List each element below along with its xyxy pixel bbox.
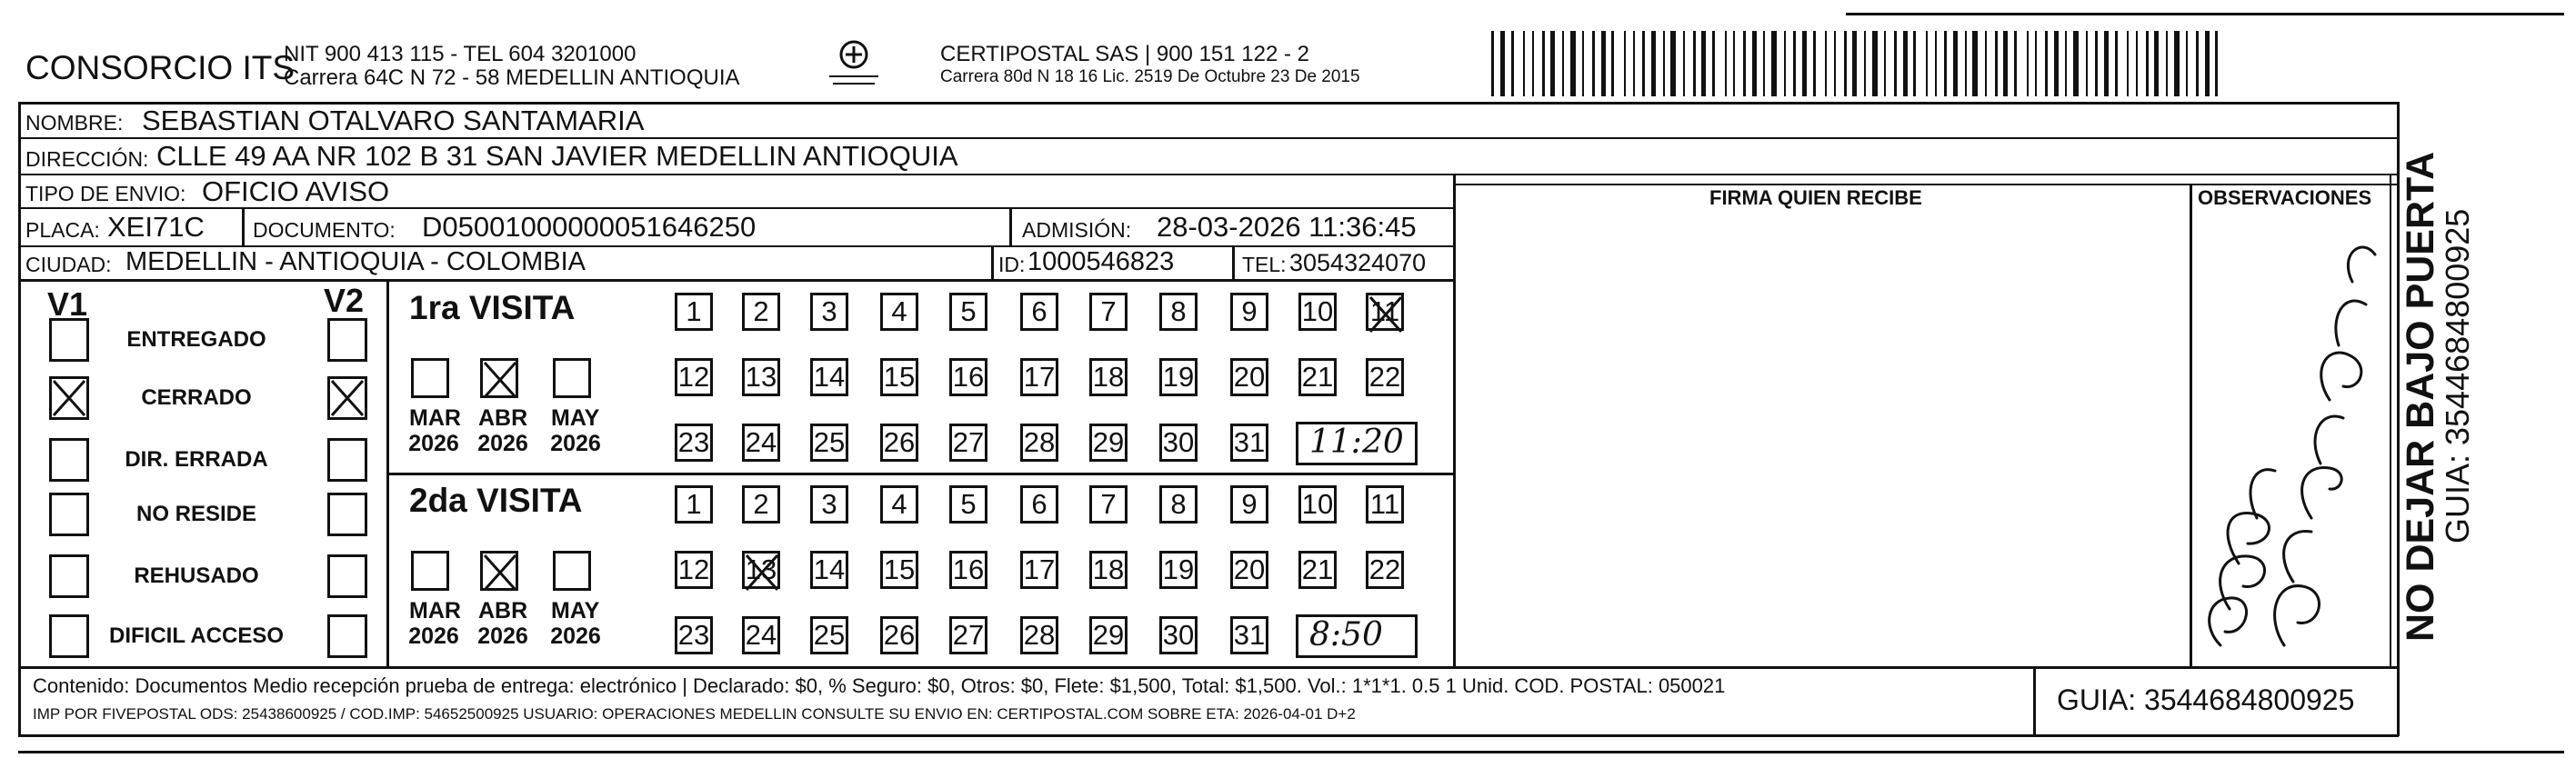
- admision-label: ADMISIÓN:: [1022, 218, 1132, 242]
- no-dejar-bajo-puerta: NO DEJAR BAJO PUERTA: [2399, 151, 2442, 642]
- year-label: 2026: [550, 623, 601, 649]
- company-nit: NIT 900 413 115 - TEL 604 3201000: [284, 42, 636, 66]
- v1-header: V1: [47, 285, 88, 323]
- day-box[interactable]: 30: [1159, 424, 1198, 462]
- day-box[interactable]: 29: [1089, 616, 1128, 654]
- tel-label: TEL:: [1242, 253, 1287, 276]
- ciudad-label: CIUDAD:: [25, 253, 112, 276]
- day-box[interactable]: 10: [1298, 293, 1337, 331]
- tel-value: 3054324070: [1289, 249, 1427, 276]
- nombre-label: NOMBRE:: [25, 111, 124, 135]
- bottom-rule: [18, 751, 2564, 753]
- handwritten-signature: [2193, 218, 2388, 663]
- day-box[interactable]: 11: [1366, 485, 1404, 524]
- day-box[interactable]: 21: [1298, 551, 1337, 589]
- status-label: DIFICIL ACCESO: [108, 623, 284, 648]
- top-rule: [1846, 13, 2564, 15]
- documento-value: D05001000000051646250: [422, 211, 757, 243]
- v2-checkbox[interactable]: [327, 493, 367, 536]
- frame-left: [18, 102, 21, 736]
- ciudad-value: MEDELLIN - ANTIOQUIA - COLOMBIA: [125, 247, 586, 276]
- barcode: [1491, 31, 2223, 96]
- day-box[interactable]: 4: [880, 485, 918, 524]
- day-box[interactable]: 22: [1366, 551, 1404, 589]
- day-box[interactable]: 1: [675, 293, 713, 331]
- day-box[interactable]: 3: [810, 293, 848, 331]
- day-box[interactable]: 23: [675, 616, 713, 654]
- day-box[interactable]: 6: [1020, 485, 1058, 524]
- day-box[interactable]: 10: [1298, 485, 1337, 524]
- day-box[interactable]: 15: [880, 358, 918, 396]
- day-box[interactable]: 25: [810, 424, 848, 462]
- day-box[interactable]: 11: [1366, 293, 1404, 331]
- month-checkbox[interactable]: [480, 358, 518, 398]
- frame-bottom: [18, 734, 2399, 737]
- tipo-label: TIPO DE ENVIO:: [25, 182, 186, 205]
- day-box[interactable]: 30: [1159, 616, 1198, 654]
- day-box[interactable]: 29: [1089, 424, 1128, 462]
- day-box[interactable]: 5: [949, 293, 987, 331]
- status-label: REHUSADO: [134, 564, 259, 588]
- month-label: MAY: [551, 598, 600, 623]
- day-box[interactable]: 19: [1159, 551, 1198, 589]
- certipostal-logo: [824, 36, 884, 91]
- day-box[interactable]: 18: [1089, 551, 1128, 589]
- day-box[interactable]: 31: [1230, 424, 1268, 462]
- status-label: DIR. ERRADA: [125, 447, 268, 472]
- month-label: MAR: [409, 405, 461, 431]
- day-box[interactable]: 25: [810, 616, 848, 654]
- placa-label: PLACA:: [25, 218, 100, 242]
- day-box[interactable]: 13: [742, 551, 780, 589]
- day-box[interactable]: 20: [1230, 551, 1268, 589]
- documento-label: DOCUMENTO:: [253, 218, 396, 242]
- firma-header: FIRMA QUIEN RECIBE: [1709, 186, 1922, 209]
- month-label: ABR: [478, 405, 528, 431]
- day-box[interactable]: 31: [1230, 616, 1268, 654]
- footer-guia: GUIA: 3544684800925: [2057, 683, 2355, 716]
- day-box[interactable]: 2: [742, 485, 780, 524]
- footer-line2: IMP POR FIVEPOSTAL ODS: 25438600925 / COD.IMP: 54652500925 USUARIO: OPERACIONES MEDELLIN CONSULTE SU ENVIO EN: CERTIPOSTAL.COM SOBRE ETA: 2026-04-01 D+2: [33, 705, 1356, 723]
- day-box[interactable]: 17: [1020, 358, 1058, 396]
- day-box[interactable]: 2: [742, 293, 780, 331]
- admision-value: 28-03-2026 11:36:45: [1157, 211, 1417, 243]
- month-checkbox[interactable]: [553, 551, 591, 591]
- year-label: 2026: [477, 431, 528, 456]
- day-box[interactable]: 13: [742, 358, 780, 396]
- day-box[interactable]: 1: [675, 485, 713, 524]
- observaciones-header: OBSERVACIONES: [2198, 186, 2372, 209]
- month-checkbox[interactable]: [553, 358, 591, 398]
- day-box[interactable]: 6: [1020, 293, 1058, 331]
- day-box[interactable]: 24: [742, 424, 780, 462]
- day-box[interactable]: 17: [1020, 551, 1058, 589]
- v2-checkbox[interactable]: [327, 376, 367, 420]
- time-handwritten: 11:20: [1309, 424, 1404, 461]
- day-box[interactable]: 15: [880, 551, 918, 589]
- day-box[interactable]: 20: [1230, 358, 1268, 396]
- direccion-value: CLLE 49 AA NR 102 B 31 SAN JAVIER MEDELLIN ANTIOQUIA: [156, 140, 958, 172]
- month-label: MAY: [551, 405, 600, 431]
- day-box[interactable]: 27: [949, 616, 987, 654]
- company-address: Carrera 64C N 72 - 58 MEDELLIN ANTIOQUIA: [284, 65, 740, 90]
- day-box[interactable]: 18: [1089, 358, 1128, 396]
- day-box[interactable]: 26: [880, 616, 918, 654]
- year-label: 2026: [550, 431, 601, 456]
- carrier-name: CERTIPOSTAL SAS | 900 151 122 - 2: [940, 42, 1309, 66]
- day-box[interactable]: 9: [1230, 485, 1268, 524]
- day-box[interactable]: 4: [880, 293, 918, 331]
- year-label: 2026: [477, 623, 528, 649]
- month-checkbox[interactable]: [411, 358, 449, 398]
- status-label: CERRADO: [141, 385, 252, 410]
- day-box[interactable]: 16: [949, 551, 987, 589]
- day-box[interactable]: 23: [675, 424, 713, 462]
- month-label: MAR: [409, 598, 461, 623]
- day-box[interactable]: 14: [810, 358, 848, 396]
- day-box[interactable]: 24: [742, 616, 780, 654]
- v2-checkbox[interactable]: [327, 318, 367, 362]
- tipo-value: OFICIO AVISO: [202, 175, 390, 207]
- status-label: NO RESIDE: [135, 502, 257, 526]
- year-label: 2026: [408, 623, 459, 649]
- carrier-address: Carrera 80d N 18 16 Lic. 2519 De Octubre 23 De 2015: [940, 67, 1360, 86]
- day-box[interactable]: 7: [1089, 293, 1128, 331]
- month-checkbox[interactable]: [480, 551, 518, 591]
- day-box[interactable]: 8: [1159, 485, 1198, 524]
- v2-header: V2: [324, 282, 365, 319]
- day-box[interactable]: 21: [1298, 358, 1337, 396]
- nombre-value: SEBASTIAN OTALVARO SANTAMARIA: [142, 105, 645, 136]
- day-box[interactable]: 12: [675, 358, 713, 396]
- status-label: ENTREGADO: [126, 327, 266, 352]
- day-box[interactable]: 22: [1366, 358, 1404, 396]
- day-box[interactable]: 28: [1020, 424, 1058, 462]
- company-name: CONSORCIO ITS: [25, 49, 296, 86]
- time-handwritten: 8:50: [1309, 616, 1383, 653]
- v2-checkbox[interactable]: [327, 554, 367, 598]
- day-box[interactable]: 16: [949, 358, 987, 396]
- v2-checkbox[interactable]: [327, 438, 367, 482]
- side-guia: GUIA: 3544684800925: [2439, 208, 2476, 544]
- day-box[interactable]: 27: [949, 424, 987, 462]
- footer-line1: Contenido: Documentos Medio recepción prueba de entrega: electrónico | Declarado: $0, % Seguro: $0, Otros: $0, Flete: $1,500, Total: $1,500. Vol.: 1*1*1. 0.5 1 Unid. COD. POSTAL: 050021: [33, 674, 1726, 697]
- day-box[interactable]: 9: [1230, 293, 1268, 331]
- day-box[interactable]: 26: [880, 424, 918, 462]
- year-label: 2026: [408, 431, 459, 456]
- day-box[interactable]: 14: [810, 551, 848, 589]
- day-box[interactable]: 8: [1159, 293, 1198, 331]
- month-checkbox[interactable]: [411, 551, 449, 591]
- day-box[interactable]: 7: [1089, 485, 1128, 524]
- id-label: ID:: [998, 253, 1026, 276]
- id-value: 1000546823: [1027, 247, 1175, 276]
- v2-checkbox[interactable]: [327, 614, 367, 658]
- day-box[interactable]: 19: [1159, 358, 1198, 396]
- day-box[interactable]: 3: [810, 485, 848, 524]
- direccion-label: DIRECCIÓN:: [25, 147, 149, 171]
- month-label: ABR: [478, 598, 528, 623]
- day-box[interactable]: 5: [949, 485, 987, 524]
- day-box[interactable]: 28: [1020, 616, 1058, 654]
- placa-value: XEI71C: [107, 211, 205, 243]
- day-box[interactable]: 12: [675, 551, 713, 589]
- visit-title: 1ra VISITA: [409, 289, 576, 326]
- visit-title: 2da VISITA: [409, 482, 583, 519]
